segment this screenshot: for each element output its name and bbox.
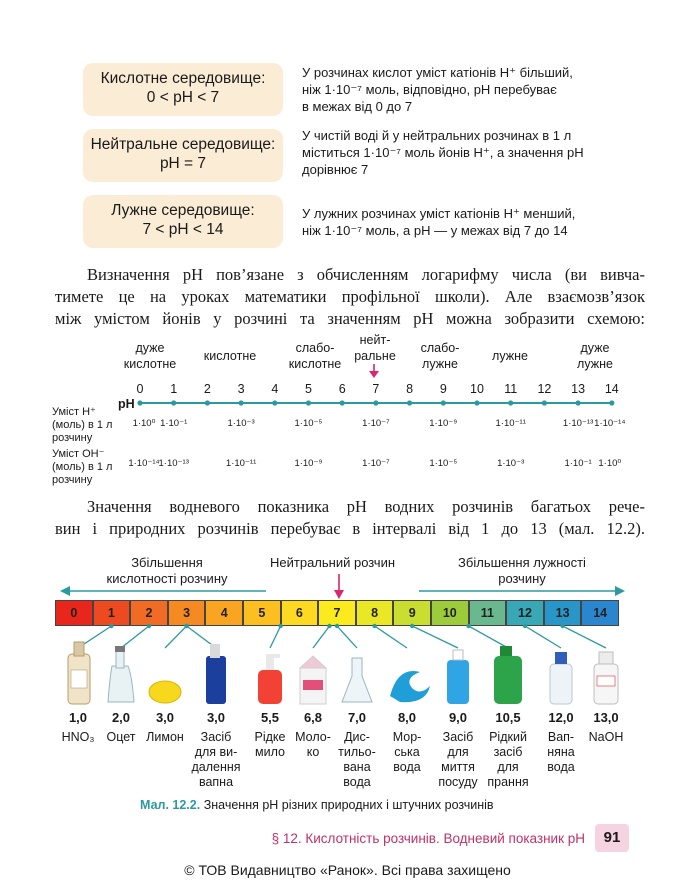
h-concentration-row (0, 418, 695, 432)
connector-dot (523, 624, 527, 628)
substance-ph-value: 12,0 (548, 710, 574, 725)
substance-name-line: вода (547, 760, 575, 774)
concentration-value: 1·10⁰ (598, 458, 622, 469)
paragraph-intro (55, 264, 645, 330)
concentration-value: 1·10⁻¹¹ (495, 418, 526, 429)
concentration-value: 1·10⁻³ (497, 458, 525, 469)
bottle-hno3-icon (68, 642, 90, 704)
connector-dot (109, 624, 113, 628)
substance-ph-value: 7,0 (347, 710, 367, 725)
substance-ph-value: 13,0 (593, 710, 619, 725)
concentration-value: 1·10⁻¹¹ (225, 458, 257, 469)
substance-name-line: мило (255, 745, 285, 759)
concentration-value: 1·10⁻¹⁴ (128, 458, 160, 469)
substance-name-line: засіб (493, 745, 523, 759)
tick-label: 6 (338, 382, 346, 396)
concentration-value: 1·10⁻⁷ (362, 418, 390, 429)
axis-dot (441, 400, 446, 405)
tick-label: 2 (203, 382, 211, 396)
neutral-down-arrow-icon (332, 574, 346, 600)
ph-scale-cell: 3 (168, 600, 206, 626)
axis-dot (542, 400, 547, 405)
substance-ph-value: 6,8 (303, 710, 323, 725)
neutral-arrow-icon (367, 364, 381, 378)
ph-scale-cell: 7 (318, 600, 356, 626)
ph-scale-cell: 13 (544, 600, 582, 626)
substance-name-line: Рідкий (489, 730, 527, 744)
milk-carton-icon (300, 656, 326, 704)
descaler-bottle-icon (206, 644, 226, 704)
neutral-medium-box (83, 129, 283, 182)
desc-line: ніж 1·10⁻⁷ моль, а pH — у межах від 7 до 14 (302, 223, 568, 238)
section-footer: § 12. Кислотність розчинів. Водневий показник pH (271, 831, 585, 846)
row-label-h: Уміст H⁺ (моль) в 1 л розчину (52, 406, 113, 444)
ph-scale-cell: 10 (431, 600, 469, 626)
alkaline-medium-box (83, 195, 283, 248)
caption-number: Мал. 12.2. (140, 798, 201, 812)
ph-axis-label: pH (118, 397, 135, 411)
substance-name-line: ко (306, 745, 320, 759)
paragraph-line: Визначення pH пов’язане з обчисленням логарифму числа (ви вивча- (87, 265, 645, 284)
substance-name-line: тильо- (338, 745, 376, 759)
substance-name-line: для (447, 745, 469, 759)
neutral-medium-desc (302, 127, 632, 178)
concentration-value: 1·10⁻⁵ (429, 458, 458, 469)
copyright: © ТОВ Видавництво «Ранок». Всі права захищено (184, 862, 511, 878)
tick-label: 11 (504, 382, 518, 396)
category-neutral: нейт- ральне (354, 333, 396, 363)
desc-line: ніж 1·10⁻⁷ моль, відповідно, pH перебуває (302, 82, 557, 97)
axis-dot (306, 400, 311, 405)
ph-scale-cell: 4 (205, 600, 243, 626)
medium-range: 7 < pH < 14 (142, 221, 224, 238)
connector-dot (147, 624, 151, 628)
substance-name-line: вода (343, 775, 371, 789)
concentration-value: 1·10⁻¹⁴ (594, 418, 626, 429)
axis-dot (407, 400, 412, 405)
tick-label: 8 (406, 382, 414, 396)
concentration-value: 1·10⁻¹³ (158, 458, 189, 469)
substance-name-line: Лимон (146, 730, 184, 744)
substance-icons (0, 636, 695, 708)
ph-axis-line (130, 396, 620, 410)
substance-name-line: посуду (438, 775, 478, 789)
axis-dot (474, 400, 479, 405)
desc-line: дорівнює 7 (302, 162, 369, 177)
axis-dot (239, 400, 244, 405)
axis-dot (137, 400, 142, 405)
substance-ph-value: 3,0 (155, 710, 175, 725)
substance-ph-value: 1,0 (68, 710, 88, 725)
substance-name-line: Засіб (200, 730, 232, 744)
neutral-solution-label: Нейтральний розчин (270, 555, 396, 570)
vinegar-icon (108, 646, 134, 702)
oh-concentration-row (0, 458, 695, 472)
connector-dot (278, 624, 282, 628)
substance-name-line: NaOH (588, 730, 624, 744)
concentration-value: 1·10⁻⁹ (294, 458, 323, 469)
substance-name-line: Дис- (344, 730, 370, 744)
substance-ph-value: 3,0 (206, 710, 226, 725)
substance-name-line: для ви- (194, 745, 238, 759)
medium-title: Кислотне середовище: (100, 70, 266, 87)
desc-line: У чистій воді й у нейтральних розчинах в 1 л (302, 128, 572, 143)
substance-name-line: няна (547, 745, 575, 759)
tick-label: 9 (439, 382, 447, 396)
substance-name-line: Оцет (106, 730, 136, 744)
medium-title: Нейтральне середовище: (90, 136, 276, 153)
ph-scale-cell: 6 (281, 600, 319, 626)
right-arrow-icon (415, 584, 625, 598)
substance-ph-value: 10,5 (495, 710, 521, 725)
concentration-value: 1·10⁻³ (227, 418, 255, 429)
substance-name-line: Моло- (295, 730, 331, 744)
desc-line: в межах від 0 до 7 (302, 99, 413, 114)
ph-scale-cell: 11 (469, 600, 507, 626)
lemon-icon (149, 681, 181, 703)
category-very-alkaline: дуже лужне (577, 341, 613, 371)
axis-dot (340, 400, 345, 405)
paragraph-line: Значення водневого показника pH водних розчинів багатьох рече- (87, 497, 645, 516)
ph-scheme (0, 330, 695, 490)
concentration-value: 1·10⁻⁷ (362, 458, 390, 469)
desc-line: міститься 1·10⁻⁷ моль йонів H⁺, а значення pH (302, 145, 584, 160)
alkalinity-increase-label: Збільшення лужності розчину (458, 555, 586, 586)
connector-dot (335, 624, 339, 628)
substance-name-line: HNO₃ (61, 730, 95, 744)
concentration-value: 1·10⁰ (132, 418, 156, 429)
ph-scale-cell: 1 (93, 600, 131, 626)
axis-dot (171, 400, 176, 405)
caption-text: Значення pH різних природних і штучних розчинів (203, 798, 494, 812)
axis-dot (373, 400, 378, 405)
tick-label: 14 (604, 382, 619, 396)
row-label-oh: Уміст OH⁻ (моль) в 1 л розчину (52, 448, 113, 486)
concentration-value: 1·10⁻⁹ (429, 418, 458, 429)
axis-dot (508, 400, 513, 405)
substance-name (578, 730, 634, 745)
substance-name-line: вана (343, 760, 371, 774)
concentration-value: 1·10⁻¹ (564, 458, 592, 469)
substance-name-line: Рідке (254, 730, 286, 744)
axis-dot (576, 400, 581, 405)
ph-scale-cell: 0 (55, 600, 93, 626)
connector-dot (327, 624, 331, 628)
left-arrow-icon (60, 584, 270, 598)
paragraph-line: між умістом йонів у розчині та значенням pH можна зобразити схемою: (55, 309, 645, 328)
substance-name (379, 730, 435, 775)
acidic-medium-desc (302, 64, 632, 115)
substance-ph-value: 8,0 (397, 710, 417, 725)
connector-dot (560, 624, 564, 628)
ph-scale-cell: 14 (581, 600, 619, 626)
substance-name-line: вода (393, 760, 421, 774)
substance-name (480, 730, 536, 790)
acidity-increase-label: Збільшення кислотності розчину (106, 555, 228, 586)
flask-icon (342, 658, 372, 702)
connector-dot (184, 624, 188, 628)
dish-soap-icon (447, 650, 469, 704)
tick-label: 13 (571, 382, 586, 396)
naoh-bottle-icon (594, 652, 618, 704)
ph-scale-cell: 2 (130, 600, 168, 626)
substance-name-line: Засіб (442, 730, 474, 744)
substance-name-line: для (497, 760, 519, 774)
desc-line: У лужних розчинах уміст катіонів H⁺ менший, (302, 206, 576, 221)
figure-caption (140, 798, 494, 812)
substance-ph-value: 9,0 (448, 710, 468, 725)
category-alkaline: лужне (492, 349, 528, 363)
substance-name-line: Вап- (547, 730, 575, 744)
substance-name-line: далення (191, 760, 241, 774)
concentration-value: 1·10⁻¹ (160, 418, 188, 429)
medium-range: 0 < pH < 7 (146, 89, 220, 106)
category-acidic: кислотне (203, 349, 257, 363)
concentration-value: 1·10⁻⁵ (294, 418, 323, 429)
substance-name (430, 730, 486, 790)
substance-name (329, 730, 385, 790)
paragraph-line: тимете це на уроках математики профільної школи). Але взаємозв’язок (55, 287, 645, 306)
category-weak-acidic: слабо- кислотне (288, 341, 342, 371)
substance-name (188, 730, 244, 790)
substance-name-line: прання (487, 775, 529, 789)
paragraph-range (55, 496, 645, 540)
connector-dot (466, 624, 470, 628)
axis-dot (205, 400, 210, 405)
substance-name-line: ська (394, 745, 420, 759)
wave-icon (390, 671, 430, 702)
ph-scale-cell: 12 (506, 600, 544, 626)
medium-range: pH = 7 (159, 155, 207, 172)
page-number: 91 (595, 824, 629, 852)
limewater-bottle-icon (550, 652, 572, 704)
acidic-medium-box (83, 63, 283, 116)
connector-dot (410, 624, 414, 628)
category-weak-alkaline: слабо- лужне (420, 341, 460, 371)
category-very-acidic: дуже кислотне (123, 341, 177, 371)
substance-ph-value: 5,5 (260, 710, 280, 725)
desc-line: У розчинах кислот уміст катіонів H⁺ більший, (302, 65, 573, 80)
substance-name (137, 730, 193, 745)
medium-title: Лужне середовище: (111, 202, 255, 219)
tick-label: 12 (537, 382, 552, 396)
substance-ph-value: 2,0 (111, 710, 131, 725)
tick-label: 10 (470, 382, 484, 396)
ph-scale-cell: 9 (393, 600, 431, 626)
substance-name-line: вапна (198, 775, 234, 789)
ph-scale-cell: 8 (356, 600, 394, 626)
tick-label: 3 (237, 382, 245, 396)
tick-label: 1 (170, 382, 178, 396)
axis-dot (609, 400, 614, 405)
connector-dot (372, 624, 376, 628)
tick-label: 0 (136, 382, 144, 396)
substance-name-line: Мор- (392, 730, 422, 744)
substance-name-line: миття (441, 760, 475, 774)
concentration-value: 1·10⁻¹³ (562, 418, 594, 429)
tick-label: 5 (305, 382, 312, 396)
alkaline-medium-desc (302, 205, 632, 239)
tick-label: 4 (271, 382, 279, 396)
tick-label: 7 (372, 382, 380, 396)
detergent-icon (494, 646, 522, 704)
axis-dot (272, 400, 277, 405)
figure-labels (0, 550, 695, 600)
paragraph-line: вин і природних розчинів перебуває в інтервалі від 1 до 13 (мал. 12.2). (55, 519, 645, 538)
ph-scale-cell: 5 (243, 600, 281, 626)
liquid-soap-icon (258, 654, 282, 704)
